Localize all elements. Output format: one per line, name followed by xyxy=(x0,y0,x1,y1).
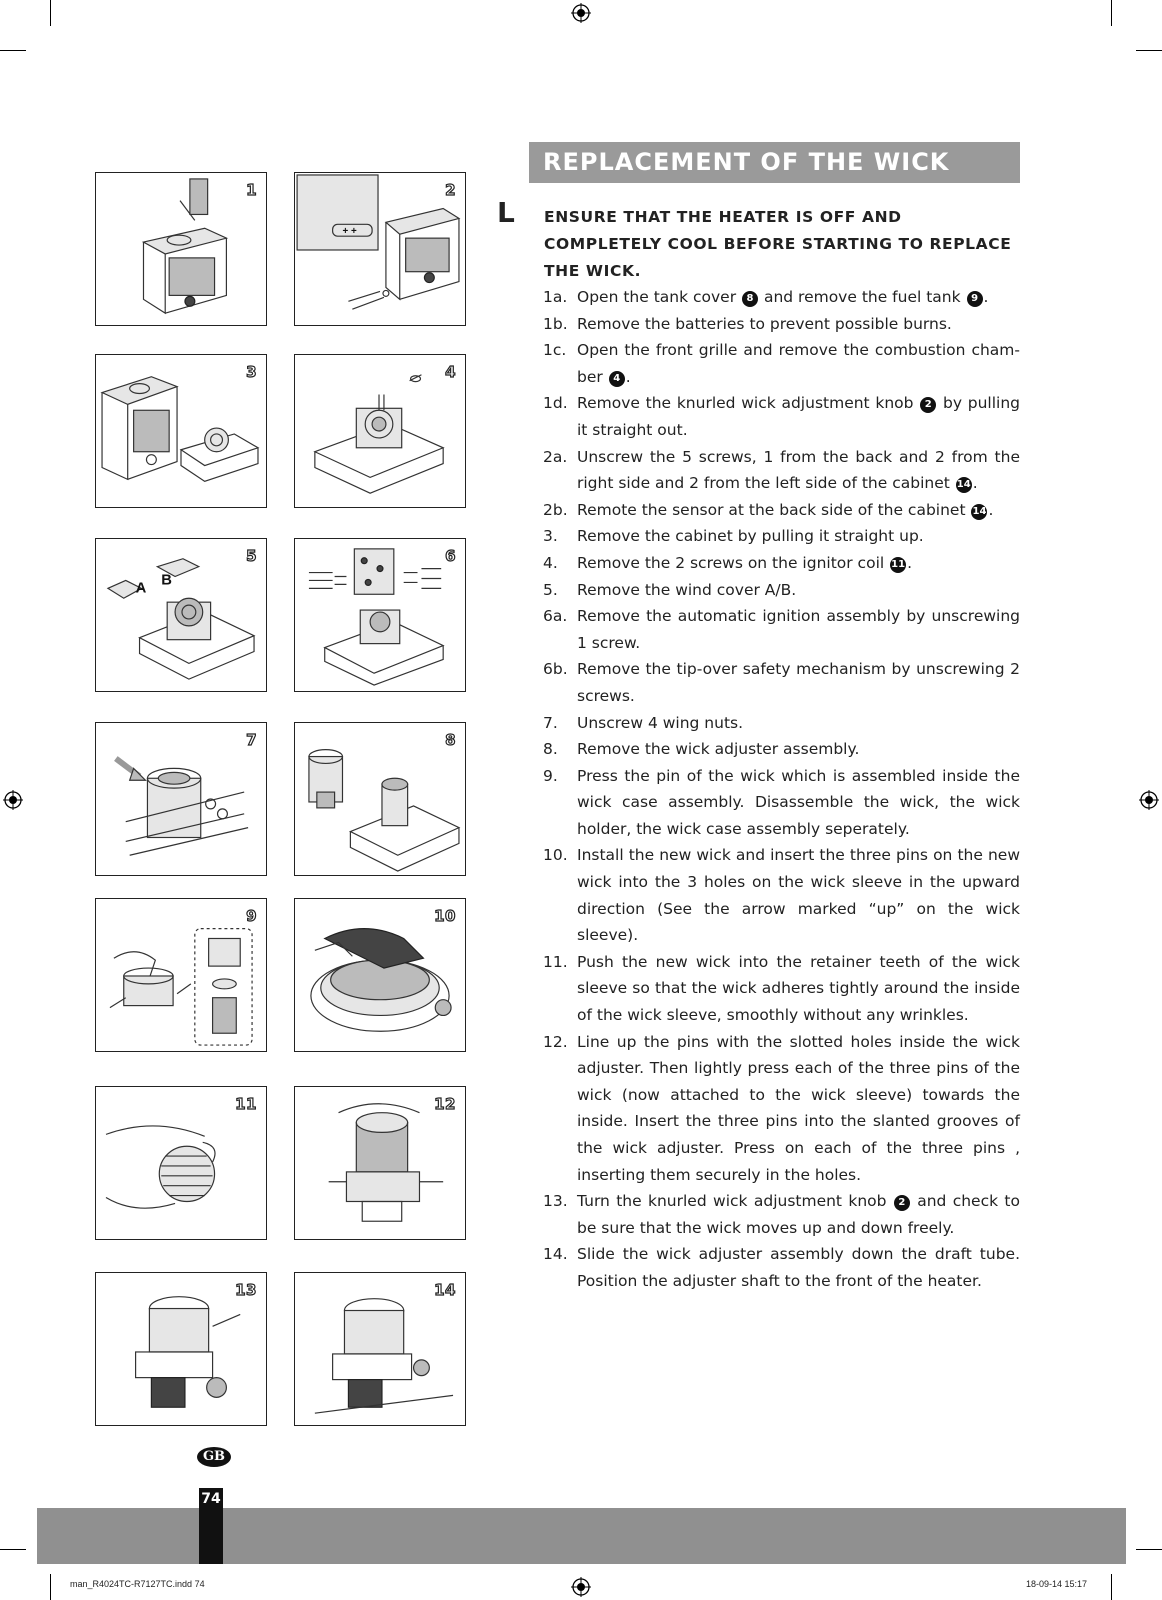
heater-fuel-tank-illustration xyxy=(96,173,266,325)
instruction-step xyxy=(543,736,1020,763)
install-wick-illustration xyxy=(295,899,465,1051)
ignition-assembly-illustration xyxy=(295,539,465,691)
page-title: REPLACEMENT OF THE WICK xyxy=(543,148,950,176)
instruction-step xyxy=(543,1188,1020,1241)
step-number: 12. xyxy=(543,1032,568,1051)
figure-number: 11 xyxy=(235,1095,257,1113)
cabinet-removal-illustration xyxy=(96,355,266,507)
wick-disassembly-illustration xyxy=(96,899,266,1051)
figure-2 xyxy=(294,172,466,326)
step-number: 2b. xyxy=(543,500,568,519)
crop-mark xyxy=(1111,0,1112,26)
slug-file-name: man_R4024TC-R7127TC.indd 74 xyxy=(70,1579,205,1589)
figure-number: 14 xyxy=(434,1281,456,1299)
slide-assembly-illustration xyxy=(295,1273,465,1425)
figure-5-label-b: B xyxy=(161,572,172,589)
wing-nuts-illustration xyxy=(96,723,266,875)
figure-number: 3 xyxy=(246,363,257,381)
step-text: Unscrew 4 wing nuts. xyxy=(577,713,744,732)
safety-warning: ENSURE THAT THE HEATER IS OFF AND COMPLETELY COOL BEFORE STARTING TO REPLACE THE WICK. xyxy=(544,208,1012,280)
figure-9 xyxy=(95,898,267,1052)
instruction-step xyxy=(543,284,1020,311)
step-number: 5. xyxy=(543,580,558,599)
crop-mark xyxy=(1111,1574,1112,1600)
figure-number: 13 xyxy=(235,1281,257,1299)
instruction-step xyxy=(543,497,1020,524)
step-text: Unscrew the 5 screws, 1 from the back and 2 from the right side and 2 from the left side of the cabinet 14 . xyxy=(577,447,1020,493)
step-text: Remove the tip-over safety mechanism by unscrewing 2 screws. xyxy=(577,660,1020,705)
language-badge: GB xyxy=(197,1447,231,1467)
step-number: 7. xyxy=(543,713,558,732)
step-text: Turn the knurled wick adjustment knob 2 and check to be sure that the wick moves up and down freely. xyxy=(577,1192,1020,1237)
section-mark: L xyxy=(497,196,515,229)
registration-mark-icon xyxy=(571,3,591,23)
step-number: 1b. xyxy=(543,314,568,333)
figure-7 xyxy=(95,722,267,876)
instruction-step xyxy=(543,656,1020,709)
step-text: Remove the cabinet by pulling it straight up. xyxy=(577,527,924,546)
slug-timestamp: 18-09-14 15:17 xyxy=(1026,1579,1088,1589)
registration-mark-icon xyxy=(3,790,23,810)
step-number: 1a. xyxy=(543,288,568,306)
section-heading xyxy=(529,142,1020,183)
instruction-step xyxy=(543,337,1020,390)
wick-adjuster-removal-illustration xyxy=(295,723,465,875)
line-up-pins-illustration xyxy=(295,1087,465,1239)
instruction-step xyxy=(543,311,1020,338)
registration-mark-icon xyxy=(571,1577,591,1597)
figure-number: 7 xyxy=(246,731,257,749)
ignitor-screws-illustration xyxy=(295,355,465,507)
instruction-step xyxy=(543,523,1020,550)
crop-mark xyxy=(50,0,51,26)
figure-6 xyxy=(294,538,466,692)
push-wick-illustration xyxy=(96,1087,266,1239)
figure-number: 5 xyxy=(246,547,257,565)
instruction-step xyxy=(543,763,1020,843)
step-text: Press the pin of the wick which is assembled inside the wick case assembly. Disassemble the wick, the wick holder, the wick case assembly seperately. xyxy=(577,766,1020,838)
figure-13 xyxy=(95,1272,267,1426)
instruction-step xyxy=(543,444,1020,497)
instruction-step xyxy=(543,949,1020,1029)
instruction-step xyxy=(543,710,1020,737)
figure-14 xyxy=(294,1272,466,1426)
callout-number-badge: 14 xyxy=(956,477,972,493)
step-text: Remote the sensor at the back side of the cabinet 14 . xyxy=(577,500,994,519)
step-number: 4. xyxy=(543,553,558,572)
crop-mark xyxy=(0,50,26,51)
step-text: Install the new wick and insert the three pins on the new wick into the 3 holes on the wick sleeve in the upward direction (See the arrow marked “up” on the wick sleeve). xyxy=(577,846,1020,945)
crop-mark xyxy=(0,1549,26,1550)
step-text: Remove the 2 screws on the ignitor coil 11 . xyxy=(577,553,913,572)
figure-number: 6 xyxy=(445,547,456,565)
figure-5-label-a: A xyxy=(135,580,147,597)
step-text: Remove the batteries to prevent possible burns. xyxy=(577,314,952,333)
registration-mark-icon xyxy=(1139,790,1159,810)
figure-12 xyxy=(294,1086,466,1240)
callout-number-badge: 2 xyxy=(894,1195,910,1211)
step-number: 6a. xyxy=(543,607,568,626)
step-number: 9. xyxy=(543,766,558,785)
step-number: 11. xyxy=(543,952,568,971)
instruction-step xyxy=(543,577,1020,604)
crop-mark xyxy=(1136,1549,1162,1550)
instruction-step xyxy=(543,1241,1020,1294)
step-number: 8. xyxy=(543,740,558,759)
callout-number-badge: 11 xyxy=(890,557,906,573)
wind-cover-illustration xyxy=(96,539,266,691)
crop-mark xyxy=(50,1574,51,1600)
figure-number: 8 xyxy=(445,731,456,749)
step-number: 13. xyxy=(543,1192,568,1211)
instruction-step xyxy=(543,603,1020,656)
figure-4 xyxy=(294,354,466,508)
figure-number: 9 xyxy=(246,907,257,925)
step-number: 3. xyxy=(543,527,558,546)
figure-number: 1 xyxy=(246,181,257,199)
instruction-step xyxy=(543,842,1020,948)
step-number: 6b. xyxy=(543,660,568,679)
svg-text:+ +: + + xyxy=(342,226,357,238)
instruction-step xyxy=(543,1029,1020,1189)
step-number: 1c. xyxy=(543,341,567,360)
instruction-step xyxy=(543,550,1020,577)
figure-number: 2 xyxy=(445,181,456,199)
callout-number-badge: 14 xyxy=(971,504,987,520)
figure-3 xyxy=(95,354,267,508)
figure-11 xyxy=(95,1086,267,1240)
step-text: Line up the pins with the slotted holes inside the wick adjuster. Then lightly press each of the three pins of the wick (now attached to the wick sleeve) towards the inside. Insert the three pins into the slanted grooves of the wick adjuster. Press on each of the three pins , inserting them securely in the holes. xyxy=(577,1032,1020,1184)
step-text: Remove the knurled wick adjustment knob 2 by pulling it straight out. xyxy=(577,394,1020,439)
callout-number-badge: 4 xyxy=(609,371,625,387)
step-number: 10. xyxy=(543,846,568,865)
figure-number: 12 xyxy=(434,1095,456,1113)
step-text: Slide the wick adjuster assembly down the draft tube. Position the adjuster shaft to the front of the heater. xyxy=(577,1245,1020,1290)
step-number: 2a. xyxy=(543,447,568,466)
step-number: 14. xyxy=(543,1245,568,1264)
callout-number-badge: 9 xyxy=(967,291,983,307)
figure-10 xyxy=(294,898,466,1052)
callout-number-badge: 2 xyxy=(920,397,936,413)
step-number: 1d. xyxy=(543,394,568,413)
figure-number: 10 xyxy=(434,907,456,925)
step-text: Push the new wick into the retainer teeth of the wick sleeve so that the wick adheres tightly around the inside of the wick sleeve, smoothly without any wrinkles. xyxy=(577,952,1020,1025)
step-text: Remove the wick adjuster assembly. xyxy=(577,740,860,759)
figure-5 xyxy=(95,538,267,692)
callout-number-badge: 8 xyxy=(742,291,758,307)
figure-number: 4 xyxy=(445,363,456,381)
step-text: Remove the wind cover A/B. xyxy=(577,580,797,599)
step-text: Remove the automatic ignition assembly by unscrewing 1 screw. xyxy=(577,607,1020,652)
crop-mark xyxy=(1136,50,1162,51)
instruction-list xyxy=(543,284,1020,1295)
battery-removal-illustration xyxy=(295,173,465,325)
page-number: 74 xyxy=(201,1491,221,1507)
instruction-step xyxy=(543,390,1020,443)
step-text: Open the front grille and remove the combustion cham-ber 4 . xyxy=(577,341,1020,386)
step-text: Open the tank cover 8 and remove the fuel tank 9 . xyxy=(577,288,989,306)
figure-8 xyxy=(294,722,466,876)
turn-knob-illustration xyxy=(96,1273,266,1425)
figure-1 xyxy=(95,172,267,326)
